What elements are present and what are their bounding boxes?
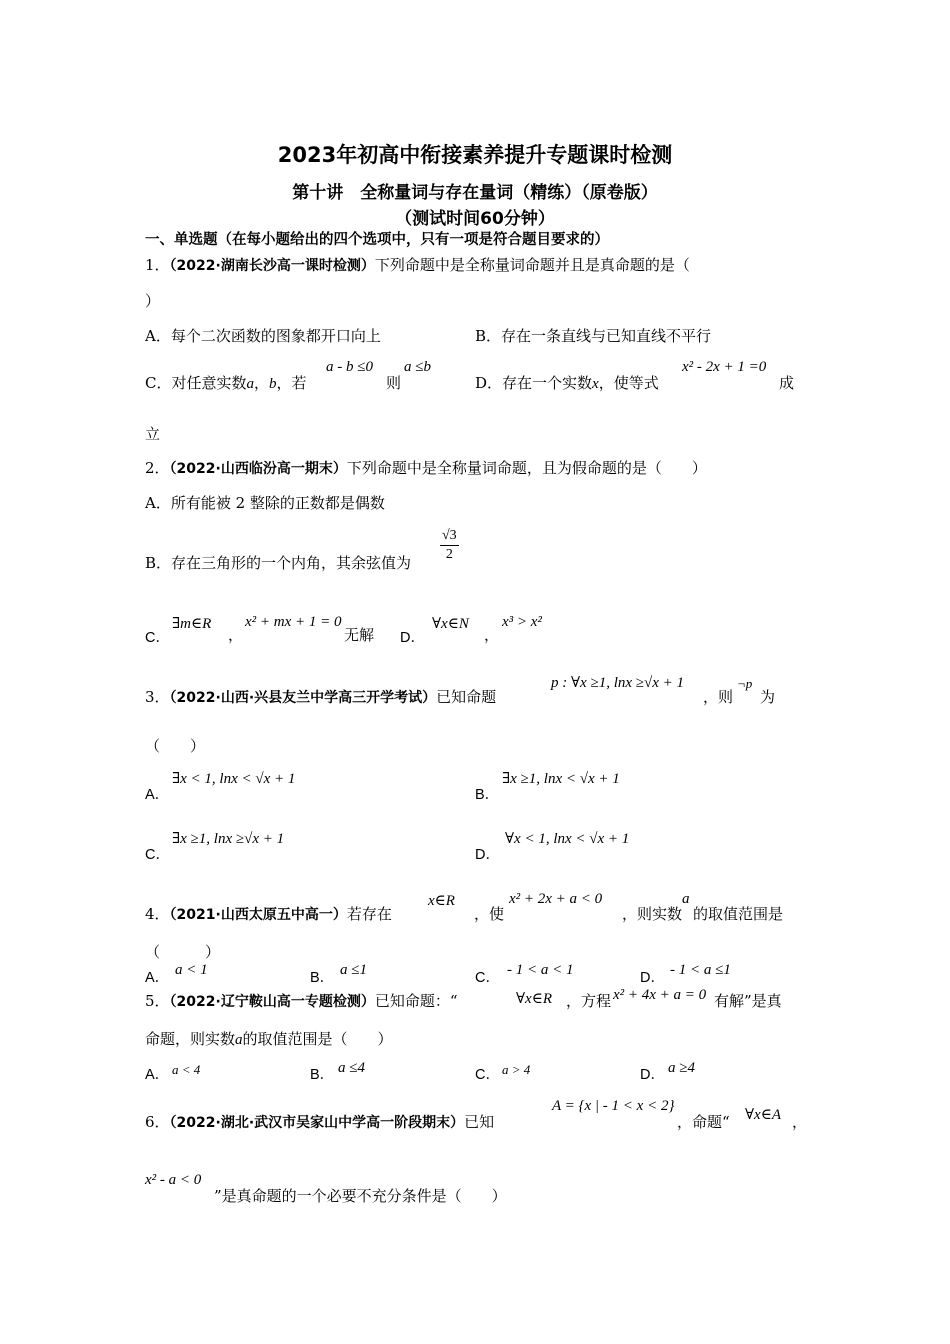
- q1-c-then: 则: [386, 374, 402, 392]
- q4-c-math: - 1 < a < 1: [507, 962, 574, 978]
- q5-line2-text: 命题，则实数: [145, 1030, 236, 1048]
- q5-number: 5．: [145, 992, 170, 1010]
- q6-source: （2022·湖北·武汉市吴家山中学高一阶段期末）: [169, 1115, 465, 1131]
- q6-math3: x² - a < 0: [145, 1172, 202, 1188]
- q6-number: 6．: [145, 1113, 170, 1131]
- q1-d-pre: D．存在一个实数: [475, 374, 593, 392]
- q2-c-end: 无解: [344, 626, 375, 644]
- q3-c-label: C．: [145, 847, 170, 863]
- q3-stem: 已知命题: [436, 688, 497, 706]
- q3-mid: ，则: [703, 688, 734, 706]
- question-1: [145, 254, 690, 275]
- q1-stem-end: ）: [145, 292, 161, 310]
- q5-end: 有解”是真: [714, 992, 782, 1010]
- q5-d-math: a ≥4: [668, 1060, 695, 1076]
- q5-mid: ，方程: [566, 992, 612, 1010]
- q5-c-label: C．: [475, 1067, 500, 1083]
- q5-c-math: a > 4: [502, 1062, 531, 1077]
- q6-stem: 已知: [464, 1113, 495, 1131]
- q3-c-math: ∃x ≥1, lnx ≥√x + 1: [172, 831, 285, 847]
- q5-b-label: B．: [310, 1067, 335, 1083]
- doc-subtitle: 第十讲 全称量词与存在量词（精练）（原卷版）: [292, 183, 658, 203]
- q2-c-label: C．: [145, 630, 170, 646]
- question-5: [145, 990, 458, 1011]
- q4-d-label: D．: [640, 970, 665, 986]
- q4-math2: x² + 2x + a < 0: [509, 891, 603, 907]
- q3-math: p : ∀x ≥1, lnx ≥√x + 1: [551, 675, 685, 691]
- q1-c-a: a: [246, 376, 254, 392]
- q3-a-label: A．: [145, 787, 170, 803]
- q4-end: 的取值范围是: [693, 905, 784, 923]
- q2-c-math2: x² + mx + 1 = 0: [245, 614, 342, 630]
- q3-d-math: ∀x < 1, lnx < √x + 1: [505, 831, 630, 847]
- q5-math1: ∀x∈R: [516, 991, 552, 1007]
- q2-stem: 下列命题中是全称量词命题，且为假命题的是（ ）: [346, 459, 707, 477]
- q4-mid2: ，则实数: [622, 905, 683, 923]
- q2-c-comma: ，: [228, 626, 244, 644]
- q1-c-math1: a - b ≤0: [326, 359, 373, 375]
- q5-b-math: a ≤4: [338, 1060, 365, 1076]
- question-3: [145, 686, 496, 707]
- q3-b-label: B．: [475, 787, 500, 803]
- q1-d-x: x: [592, 376, 599, 392]
- question-6: [145, 1111, 494, 1132]
- q6-math1: A = {x | - 1 < x < 2}: [552, 1098, 675, 1114]
- q1-option-a: A．每个二次函数的图象都开口向上: [145, 327, 381, 345]
- q1-source: （2022·湖南长沙高一课时检测）: [169, 258, 375, 274]
- q5-a: a: [235, 1032, 243, 1048]
- q4-a-label: A．: [145, 970, 170, 986]
- q1-d-math: x² - 2x + 1 =0: [682, 359, 767, 375]
- q3-negation: ¬p: [737, 676, 753, 691]
- q5-line2: [145, 1028, 393, 1049]
- q2-d-math2: x³ > x²: [502, 614, 542, 630]
- question-2: [145, 457, 707, 478]
- q2-source: （2022·山西临汾高一期末）: [169, 461, 347, 477]
- q1-number: 1．: [145, 256, 170, 274]
- q2-b-fraction: [440, 527, 459, 564]
- q1-c-comma: ，: [253, 374, 269, 392]
- q1-c-math2: a ≤b: [404, 359, 431, 375]
- q6-math2: ∀x∈A: [745, 1107, 781, 1123]
- q5-source: （2022·辽宁鞍山高一专题检测）: [169, 994, 375, 1010]
- q4-b-label: B．: [310, 970, 335, 986]
- q5-d-label: D．: [640, 1067, 665, 1083]
- q2-c-math1: ∃m∈R: [172, 616, 212, 632]
- q4-stem: 若存在: [346, 905, 392, 923]
- q1-d-tail: 立: [145, 425, 161, 443]
- q2-d-comma: ，: [484, 626, 500, 644]
- q4-math1: x∈R: [428, 893, 455, 909]
- q4-number: 4．: [145, 905, 170, 923]
- q4-b-math: a ≤1: [340, 962, 367, 978]
- doc-title: 2023年初高中衔接素养提升专题课时检测: [277, 143, 673, 167]
- q1-c-if: ，若: [276, 374, 307, 392]
- q3-d-label: D．: [475, 847, 500, 863]
- q2-option-b: B．存在三角形的一个内角，其余弦值为: [145, 554, 412, 572]
- q4-a: a: [682, 891, 690, 907]
- q1-stem: 下列命题中是全称量词命题并且是真命题的是（: [374, 256, 690, 274]
- q2-number: 2．: [145, 459, 170, 477]
- q4-mid: ，使: [474, 905, 505, 923]
- q5-line2-end: 的取值范围是（ ）: [242, 1030, 393, 1048]
- q2-option-a: A．所有能被 2 整除的正数都是偶数: [145, 494, 385, 512]
- q5-a-label: A．: [145, 1067, 170, 1083]
- q3-end: 为: [760, 688, 776, 706]
- q1-option-c: [145, 372, 307, 393]
- q5-math2: x² + 4x + a = 0: [613, 987, 707, 1003]
- q1-option-d: [475, 372, 659, 393]
- q2-d-label: D．: [400, 630, 425, 646]
- question-4: [145, 903, 392, 924]
- q5-a-math: a < 4: [172, 1062, 201, 1077]
- q5-stem: 已知命题：“: [374, 992, 458, 1010]
- q1-d-mid: ，使等式: [598, 374, 659, 392]
- section-heading: 一、单选题（在每小题给出的四个选项中，只有一项是符合题目要求的）: [145, 232, 609, 248]
- q2-d-math1: ∀x∈N: [432, 616, 469, 632]
- q3-source: （2022·山西·兴县友兰中学高三开学考试）: [169, 690, 437, 706]
- doc-time: （测试时间60分钟）: [395, 209, 555, 229]
- q3-a-math: ∃x < 1, lnx < √x + 1: [172, 771, 296, 787]
- q4-c-label: C．: [475, 970, 500, 986]
- q1-c-b: b: [269, 376, 277, 392]
- q4-source: （2021·山西太原五中高一）: [169, 907, 347, 923]
- q6-mid: ，命题“: [677, 1113, 730, 1131]
- q3-paren: （ ）: [145, 737, 206, 755]
- q1-d-end: 成: [779, 374, 795, 392]
- q3-b-math: ∃x ≥1, lnx < √x + 1: [502, 771, 620, 787]
- q1-option-b: B．存在一条直线与已知直线不平行: [475, 327, 712, 345]
- q2-b-numerator: √3: [440, 527, 459, 546]
- q2-b-denominator: 2: [445, 547, 453, 562]
- q6-comma: ，: [792, 1113, 808, 1131]
- q4-d-math: - 1 < a ≤1: [670, 962, 731, 978]
- q4-paren: （ ）: [145, 943, 221, 961]
- q6-end: ”是真命题的一个必要不充分条件是（ ）: [214, 1187, 507, 1205]
- q4-a-math: a < 1: [175, 962, 208, 978]
- q3-number: 3．: [145, 688, 170, 706]
- q1-c-pre: C．对任意实数: [145, 374, 247, 392]
